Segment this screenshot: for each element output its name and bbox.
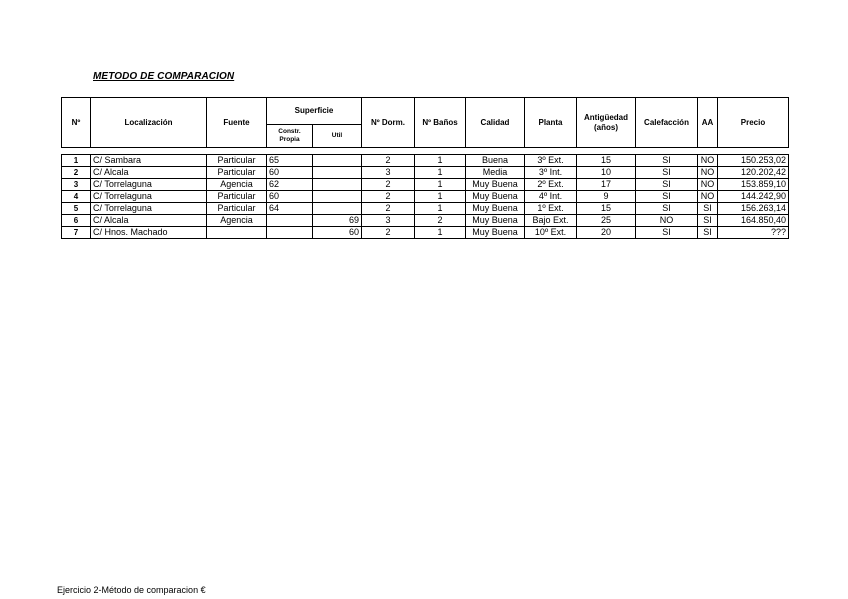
- cell-calidad: Muy Buena: [466, 191, 525, 203]
- table-row: [62, 191, 789, 203]
- cell-aa: NO: [698, 167, 718, 179]
- row-number: 6: [62, 215, 91, 227]
- cell-planta: 10º Ext.: [525, 227, 577, 239]
- table-row: [62, 179, 789, 191]
- header-aa: AA: [698, 98, 718, 148]
- cell-banos: 1: [415, 227, 466, 239]
- cell-precio: ???: [718, 227, 789, 239]
- cell-util: 69: [313, 215, 362, 227]
- cell-dorm: 2: [362, 155, 415, 167]
- cell-util: 60: [313, 227, 362, 239]
- header-dorm: Nº Dorm.: [362, 98, 415, 148]
- cell-util: [313, 191, 362, 203]
- cell-fuente: Particular: [207, 155, 267, 167]
- header-banos: Nº Baños: [415, 98, 466, 148]
- cell-constr-propia: [267, 227, 313, 239]
- row-number: 2: [62, 167, 91, 179]
- cell-antiguedad: 20: [577, 227, 636, 239]
- cell-fuente: Particular: [207, 167, 267, 179]
- cell-aa: SI: [698, 215, 718, 227]
- cell-antiguedad: 15: [577, 155, 636, 167]
- cell-precio: 120.202,42: [718, 167, 789, 179]
- cell-antiguedad: 15: [577, 203, 636, 215]
- cell-fuente: Agencia: [207, 215, 267, 227]
- cell-planta: 4º Int.: [525, 191, 577, 203]
- header-util: Util: [313, 125, 362, 148]
- header-antiguedad-line1: Antigüedad: [584, 112, 628, 122]
- cell-dorm: 2: [362, 179, 415, 191]
- cell-fuente: Particular: [207, 203, 267, 215]
- row-number: 3: [62, 179, 91, 191]
- row-number: 4: [62, 191, 91, 203]
- cell-localizacion: C/ Alcala: [91, 167, 207, 179]
- footer-text: Ejercicio 2-Método de comparacion €: [57, 585, 206, 595]
- header-constr-propia: [267, 125, 313, 148]
- cell-util: [313, 155, 362, 167]
- cell-calidad: Muy Buena: [466, 215, 525, 227]
- cell-planta: 3º Int.: [525, 167, 577, 179]
- cell-planta: 1º Ext.: [525, 203, 577, 215]
- table-row: [62, 167, 789, 179]
- cell-antiguedad: 17: [577, 179, 636, 191]
- cell-constr-propia: 60: [267, 191, 313, 203]
- cell-dorm: 2: [362, 203, 415, 215]
- cell-calidad: Muy Buena: [466, 179, 525, 191]
- cell-aa: SI: [698, 227, 718, 239]
- header-fuente: Fuente: [207, 98, 267, 148]
- header-antiguedad: [577, 98, 636, 148]
- data-table: [61, 154, 789, 239]
- cell-aa: NO: [698, 155, 718, 167]
- cell-precio: 150.253,02: [718, 155, 789, 167]
- cell-precio: 144.242,90: [718, 191, 789, 203]
- header-no: Nº: [62, 98, 91, 148]
- cell-dorm: 2: [362, 227, 415, 239]
- cell-dorm: 2: [362, 191, 415, 203]
- cell-planta: 2º Ext.: [525, 179, 577, 191]
- cell-localizacion: C/ Hnos. Machado: [91, 227, 207, 239]
- header-planta: Planta: [525, 98, 577, 148]
- cell-aa: SI: [698, 203, 718, 215]
- cell-calefaccion: SI: [636, 155, 698, 167]
- row-number: 5: [62, 203, 91, 215]
- cell-constr-propia: [267, 215, 313, 227]
- cell-banos: 2: [415, 215, 466, 227]
- cell-calefaccion: SI: [636, 179, 698, 191]
- cell-util: [313, 167, 362, 179]
- row-number: 1: [62, 155, 91, 167]
- cell-fuente: Agencia: [207, 179, 267, 191]
- cell-constr-propia: 60: [267, 167, 313, 179]
- cell-dorm: 3: [362, 215, 415, 227]
- cell-fuente: Particular: [207, 191, 267, 203]
- cell-calefaccion: SI: [636, 167, 698, 179]
- cell-planta: 3º Ext.: [525, 155, 577, 167]
- cell-calefaccion: SI: [636, 227, 698, 239]
- cell-banos: 1: [415, 155, 466, 167]
- cell-antiguedad: 9: [577, 191, 636, 203]
- cell-constr-propia: 64: [267, 203, 313, 215]
- table-header: [61, 97, 789, 148]
- cell-banos: 1: [415, 191, 466, 203]
- header-calidad: Calidad: [466, 98, 525, 148]
- table-row: [62, 215, 789, 227]
- cell-calidad: Muy Buena: [466, 227, 525, 239]
- cell-fuente: [207, 227, 267, 239]
- cell-precio: 164.850,40: [718, 215, 789, 227]
- cell-localizacion: C/ Torrelaguna: [91, 191, 207, 203]
- header-antiguedad-line2: (años): [594, 122, 618, 132]
- row-number: 7: [62, 227, 91, 239]
- cell-calefaccion: SI: [636, 191, 698, 203]
- header-constr-line2: Propia: [279, 136, 300, 143]
- cell-calefaccion: SI: [636, 203, 698, 215]
- cell-constr-propia: 65: [267, 155, 313, 167]
- cell-util: [313, 179, 362, 191]
- cell-localizacion: C/ Torrelaguna: [91, 203, 207, 215]
- table-row: [62, 203, 789, 215]
- cell-calidad: Buena: [466, 155, 525, 167]
- header-superficie: Superficie: [267, 98, 362, 125]
- cell-localizacion: C/ Sambara: [91, 155, 207, 167]
- cell-antiguedad: 10: [577, 167, 636, 179]
- header-precio: Precio: [718, 98, 789, 148]
- cell-localizacion: C/ Alcala: [91, 215, 207, 227]
- cell-dorm: 3: [362, 167, 415, 179]
- header-localizacion: Localización: [91, 98, 207, 148]
- cell-calidad: Media: [466, 167, 525, 179]
- cell-banos: 1: [415, 203, 466, 215]
- cell-banos: 1: [415, 167, 466, 179]
- table-row: [62, 227, 789, 239]
- cell-precio: 156.263,14: [718, 203, 789, 215]
- header-calefaccion: Calefacción: [636, 98, 698, 148]
- cell-precio: 153.859,10: [718, 179, 789, 191]
- cell-constr-propia: 62: [267, 179, 313, 191]
- cell-calidad: Muy Buena: [466, 203, 525, 215]
- cell-aa: NO: [698, 191, 718, 203]
- cell-planta: Bajo Ext.: [525, 215, 577, 227]
- cell-calefaccion: NO: [636, 215, 698, 227]
- cell-aa: NO: [698, 179, 718, 191]
- table-row: [62, 155, 789, 167]
- header-constr-line1: Constr.: [278, 128, 301, 135]
- cell-antiguedad: 25: [577, 215, 636, 227]
- page-title: METODO DE COMPARACION: [93, 71, 235, 82]
- cell-banos: 1: [415, 179, 466, 191]
- cell-util: [313, 203, 362, 215]
- cell-localizacion: C/ Torrelaguna: [91, 179, 207, 191]
